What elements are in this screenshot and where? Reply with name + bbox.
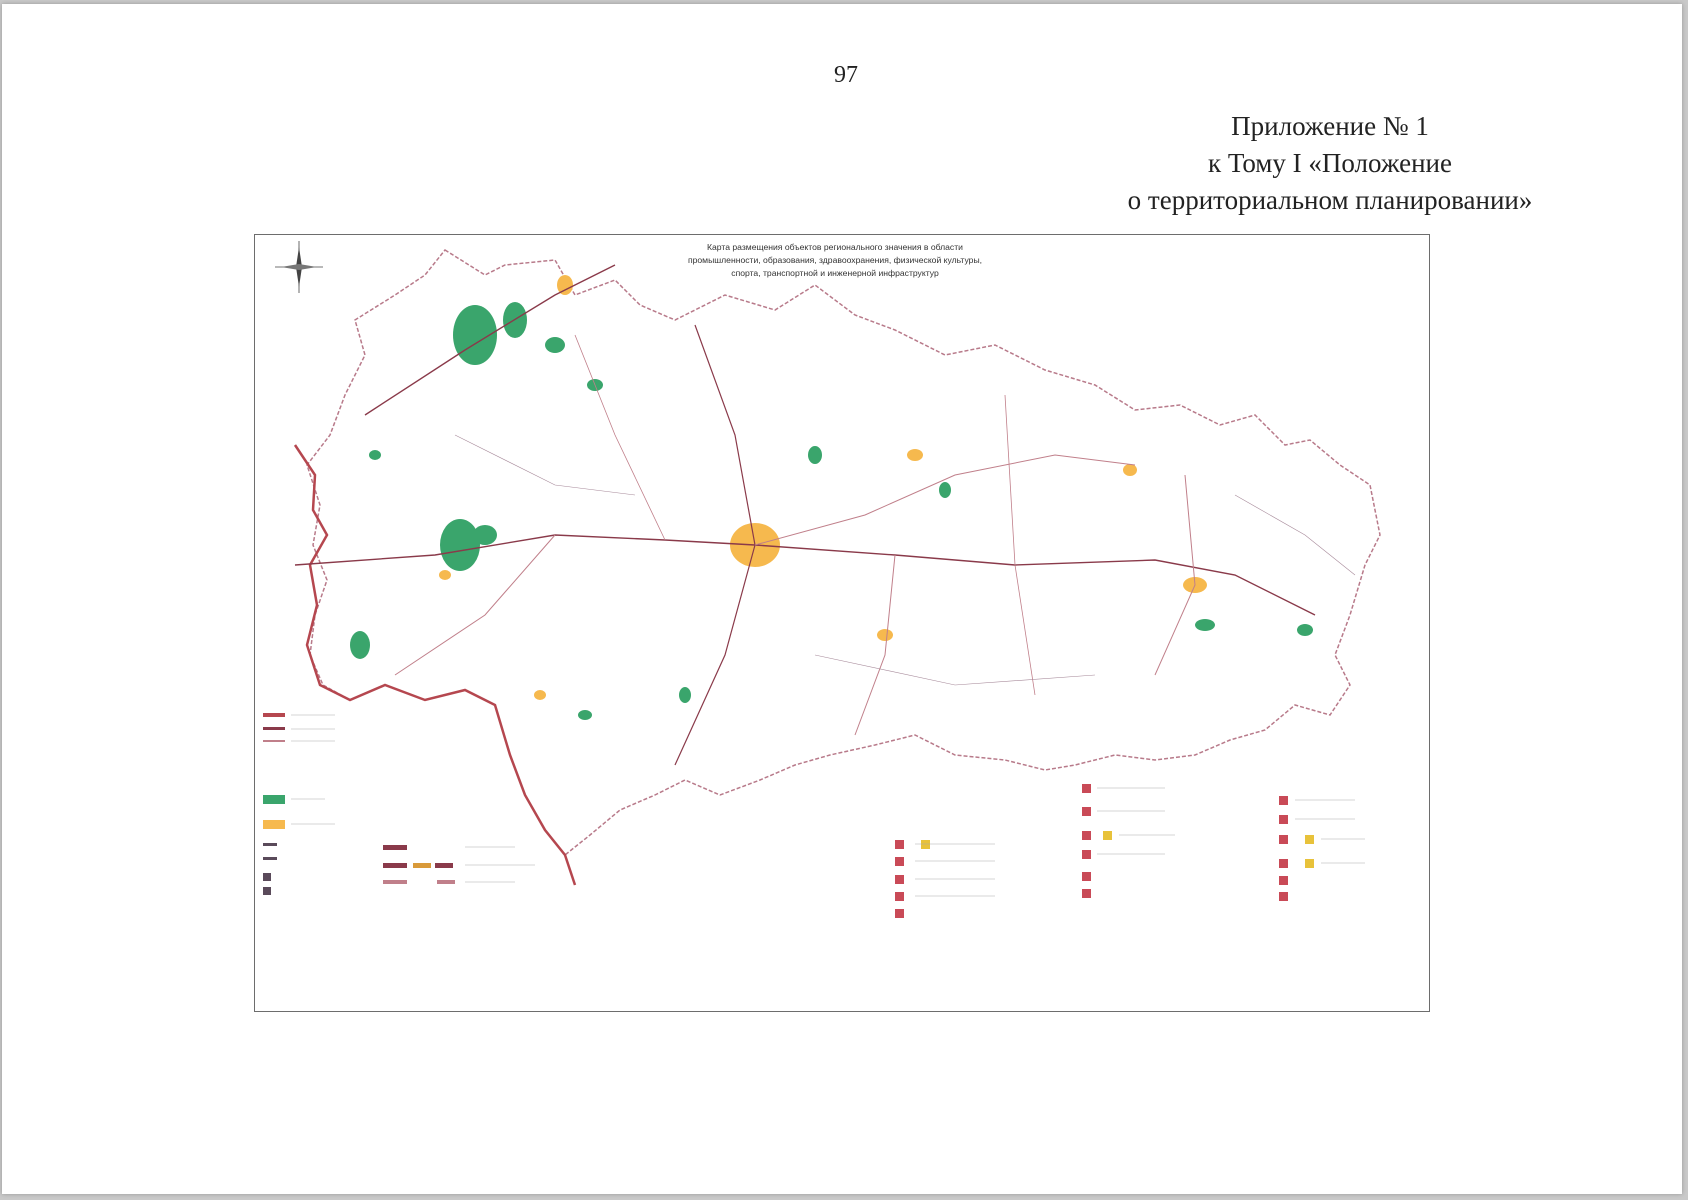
- document-page: [2, 4, 1682, 1194]
- appendix-line-1: Приложение № 1: [1231, 111, 1429, 141]
- map-legend: [263, 713, 455, 895]
- object-icons: [895, 784, 1314, 918]
- appendix-line-2: к Тому I «Положение: [1207, 148, 1452, 178]
- regional-map: [254, 234, 1430, 1012]
- map-drawing: [255, 235, 1429, 1011]
- map-title: [615, 241, 1055, 280]
- map-title-line-1: Карта размещения объектов регионального значения в области: [707, 242, 963, 252]
- appendix-line-3: о территориальном планировании»: [1127, 185, 1533, 215]
- map-title-line-3: спорта, транспортной и инженерной инфраструктур: [731, 268, 939, 278]
- page-number: 97: [834, 62, 858, 88]
- compass-rose-icon: [273, 237, 325, 297]
- map-title-line-2: промышленности, образования, здравоохранения, физической культуры,: [687, 255, 983, 265]
- appendix-heading: [1100, 108, 1560, 219]
